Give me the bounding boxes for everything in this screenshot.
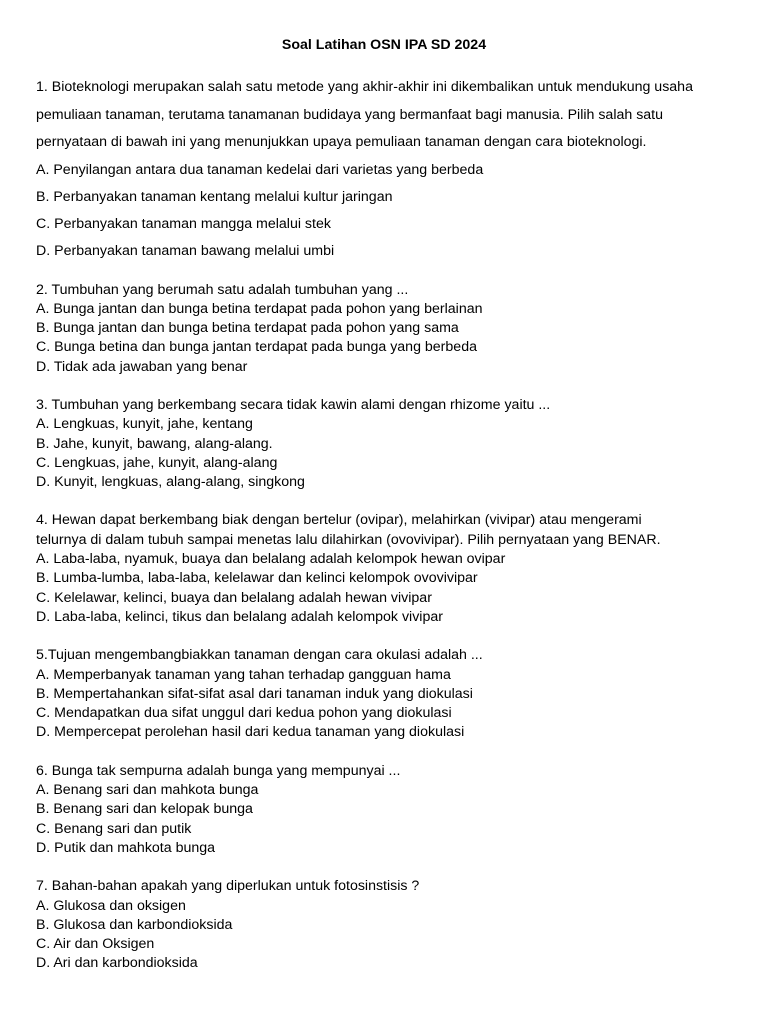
answer-option-a: A. Lengkuas, kunyit, jahe, kentang <box>36 416 253 433</box>
question-stem: 7. Bahan-bahan apakah yang diperlukan untuk fotosinstisis ? <box>36 878 420 895</box>
spacer <box>36 858 732 877</box>
answer-option-a: A. Glukosa dan oksigen <box>36 897 186 914</box>
answer-option-a: A. Laba-laba, nyamuk, buaya dan belalang adalah kelompok hewan ovipar <box>36 551 506 568</box>
question-stem: 5.Tujuan mengembangbiakkan tanaman dengan cara okulasi adalah ... <box>36 647 483 664</box>
answer-option-a: A. Memperbanyak tanaman yang tahan terhadap gangguan hama <box>36 666 451 683</box>
answer-option-a: A. Benang sari dan mahkota bunga <box>36 782 259 799</box>
question-stem: 6. Bunga tak sempurna adalah bunga yang mempunyai ... <box>36 762 401 779</box>
document-title: Soal Latihan OSN IPA SD 2024 <box>281 37 487 53</box>
answer-option-a: A. Penyilangan antara dua tanaman kedelai dari varietas yang berbeda <box>36 161 484 178</box>
answer-option-c: C. Mendapatkan dua sifat unggul dari kedua pohon yang diokulasi <box>36 705 452 722</box>
answer-option-d: D. Mempercepat perolehan hasil dari kedua tanaman yang diokulasi <box>36 724 465 741</box>
question-stem-line: telurnya di dalam tubuh sampai menetas lalu dilahirkan (ovovivipar). Pilih pernyataan yang BENAR. <box>36 531 661 548</box>
question-3 <box>36 396 732 492</box>
answer-option-b: B. Perbanyakan tanaman kentang melalui kultur jaringan <box>36 188 393 205</box>
answer-option-b: B. Bunga jantan dan bunga betina terdapat pada pohon yang sama <box>36 320 459 337</box>
spacer <box>36 627 732 646</box>
spacer <box>36 265 732 281</box>
spacer <box>36 377 732 396</box>
answer-option-b: B. Lumba-lumba, laba-laba, kelelawar dan kelinci kelompok ovovivipar <box>36 570 478 587</box>
answer-option-c: C. Air dan Oksigen <box>36 936 155 953</box>
question-stem <box>36 74 732 157</box>
answer-option-c: C. Kelelawar, kelinci, buaya dan belalang adalah hewan vivipar <box>36 589 432 606</box>
question-7 <box>36 877 732 973</box>
answer-option-b: B. Mempertahankan sifat-sifat asal dari tanaman induk yang diokulasi <box>36 685 473 702</box>
answer-option-d: D. Tidak ada jawaban yang benar <box>36 358 248 375</box>
answer-option-c: C. Bunga betina dan bunga jantan terdapat pada bunga yang berbeda <box>36 339 477 356</box>
answer-option-d: D. Putik dan mahkota bunga <box>36 839 216 856</box>
answer-option-b: B. Jahe, kunyit, bawang, alang-alang. <box>36 435 273 452</box>
stem-line: pemuliaan tanaman, terutama tanamanan budidaya yang bermanfaat bagi manusia. Pilih salah satu <box>36 106 664 123</box>
answer-option-a: A. Bunga jantan dan bunga betina terdapat pada pohon yang berlainan <box>36 300 483 317</box>
stem-line: pernyataan di bawah ini yang menunjukkan upaya pemuliaan tanaman dengan cara bioteknologi. <box>36 134 647 150</box>
answer-option-d: D. Ari dan karbondioksida <box>36 955 198 972</box>
answer-option-c: C. Benang sari dan putik <box>36 820 192 837</box>
stem-line: 1. Bioteknologi merupakan salah satu metode yang akhir-akhir ini dikembalikan untuk mendukung usaha <box>36 79 693 95</box>
spacer <box>36 492 732 511</box>
answer-option-d: D. Kunyit, lengkuas, alang-alang, singkong <box>36 474 305 491</box>
answer-option-b: B. Benang sari dan kelopak bunga <box>36 801 253 818</box>
answer-option-c: C. Perbanyakan tanaman mangga melalui stek <box>36 215 331 232</box>
answer-option-d: D. Laba-laba, kelinci, tikus dan belalang adalah kelompok vivipar <box>36 608 443 625</box>
question-2 <box>36 281 732 377</box>
answer-option-c: C. Lengkuas, jahe, kunyit, alang-alang <box>36 454 278 471</box>
question-5 <box>36 646 732 742</box>
answer-option-d: D. Perbanyakan tanaman bawang melalui umbi <box>36 242 335 259</box>
spacer <box>36 743 732 762</box>
question-1 <box>36 74 732 265</box>
question-stem: 2. Tumbuhan yang berumah satu adalah tumbuhan yang ... <box>36 281 409 298</box>
question-stem-line: 4. Hewan dapat berkembang biak dengan bertelur (ovipar), melahirkan (vivipar) atau mengerami <box>36 512 642 529</box>
question-4 <box>36 511 732 627</box>
question-stem: 3. Tumbuhan yang berkembang secara tidak kawin alami dengan rhizome yaitu ... <box>36 396 551 413</box>
answer-option-b: B. Glukosa dan karbondioksida <box>36 916 233 933</box>
question-6 <box>36 762 732 858</box>
